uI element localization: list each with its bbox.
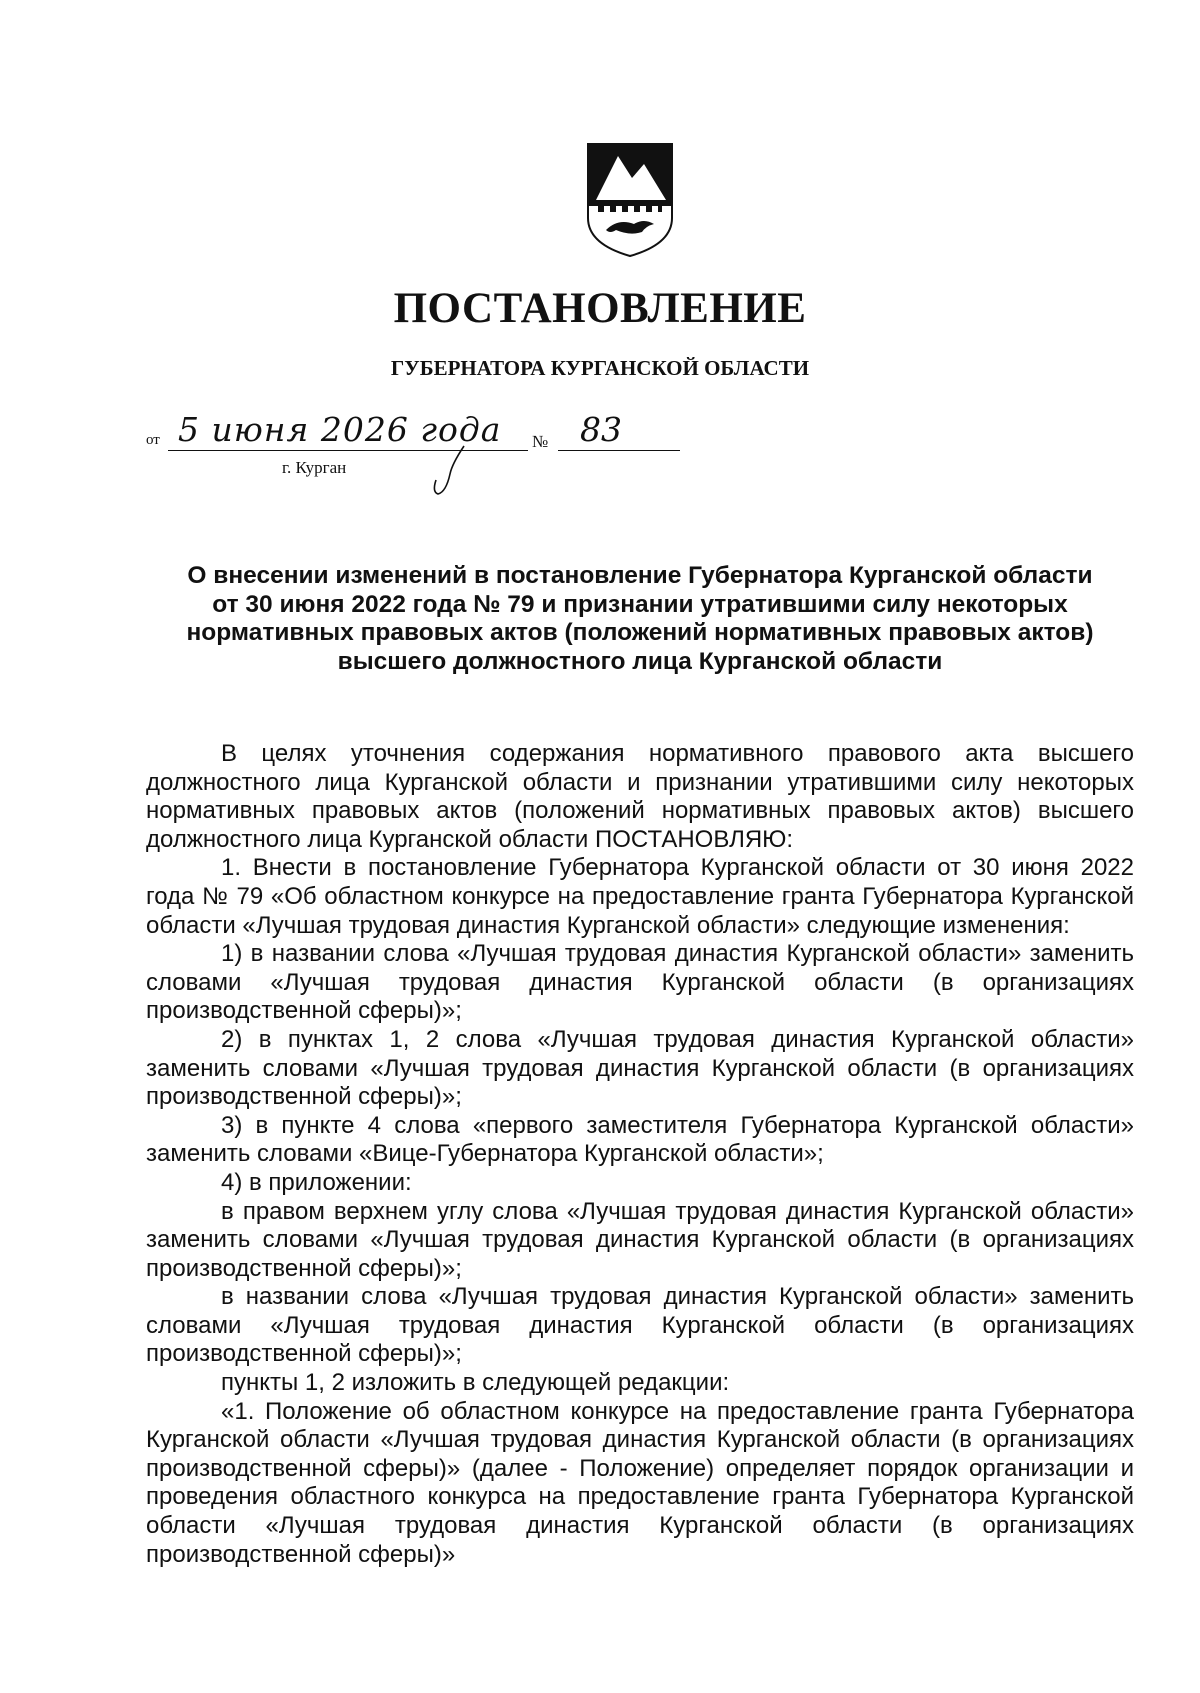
subject-line: О внесении изменений в постановление Губернатора Курганской области [187,562,1093,589]
body-paragraph-appendix-title: в названии слова «Лучшая трудовая династия Курганской области» заменить словами «Лучшая трудовая династия Курганской области (в организациях производственной сферы)»; [146,1283,1134,1368]
kurgan-region-coat-of-arms-icon [582,140,678,258]
body-paragraph-appendix-corner: в правом верхнем углу слова «Лучшая трудовая династия Курганской области» заменить словами «Лучшая трудовая династия Курганской области (в организациях производственной сферы)»; [146,1197,1134,1282]
handwritten-number: 83 [558,410,680,451]
handwritten-stroke-icon [430,444,480,496]
document-subject [146,562,1134,676]
subject-line: от 30 июня 2022 года № 79 и признании утратившими силу некоторых [212,590,1068,618]
subject-line: высшего должностного лица Курганской области [337,647,943,675]
body-paragraph-subitem-1: 1) в названии слова «Лучшая трудовая династия Курганской области» заменить словами «Лучшая трудовая династия Курганской области (в организациях производственной сферы)»; [146,940,1134,1025]
subject-line: нормативных правовых актов (положений нормативных правовых актов) [186,619,1094,646]
document-type-title: ПОСТАНОВЛЕНИЕ [393,285,807,332]
body-paragraph-subitem-3: 3) в пункте 4 слова «первого заместителя Губернатора Курганской области» заменить словами «Вице-Губернатора Курганской области»; [146,1111,1134,1168]
city-label: г. Курган [282,458,347,477]
number-label: № [532,432,549,451]
document-body [146,740,1134,1569]
issuer-title: ГУБЕРНАТОРА КУРГАНСКОЙ ОБЛАСТИ [390,356,810,380]
handwritten-date: 5 июня 2026 года [168,410,528,451]
body-paragraph-preamble: В целях уточнения содержания нормативного правового акта высшего должностного лица Курганской области и признании утратившими силу некоторых нормативных правовых актов (положений нормативных правовых актов) высшего должностного лица Курганской области ПОСТАНОВЛЯЮ: [146,740,1134,853]
body-paragraph-new-point-1: «1. Положение об областном конкурсе на предоставление гранта Губернатора Курганской области «Лучшая трудовая династия Курганской области (в организациях производственной сферы)» (далее - Положение) определяет порядок организации и проведения областного конкурса на предоставление гранта Губернатора Курганской области «Лучшая трудовая династия Курганской области (в организациях производственной сферы)» [146,1397,1134,1568]
registration-line [146,410,666,488]
body-paragraph-subitem-2: 2) в пунктах 1, 2 слова «Лучшая трудовая династия Курганской области» заменить словами «Лучшая трудовая династия Курганской области (в организациях производственной сферы)»; [146,1025,1134,1111]
from-label: от [146,432,160,448]
body-paragraph-item-1: 1. Внести в постановление Губернатора Курганской области от 30 июня 2022 года № 79 «Об областном конкурсе на предоставление гранта Губернатора Курганской области «Лучшая трудовая династия Курганской области» следующие изменения: [146,854,1134,939]
body-paragraph-appendix-points: пункты 1, 2 изложить в следующей редакции: [221,1369,730,1397]
body-paragraph-subitem-4: 4) в приложении: [221,1168,412,1196]
